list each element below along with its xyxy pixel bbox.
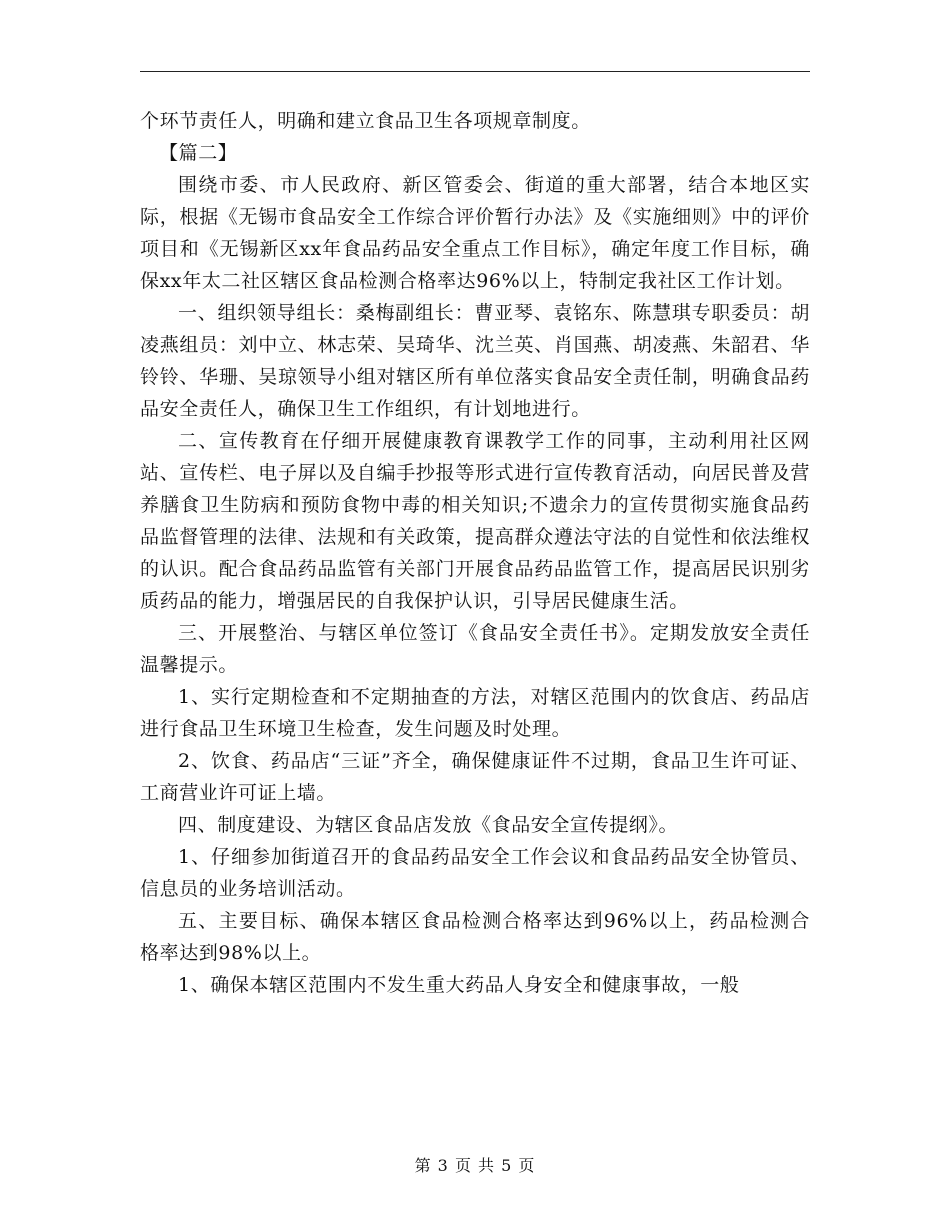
- document-body: [140, 105, 810, 1001]
- paragraph: 五、主要目标、确保本辖区食品检测合格率达到96%以上，药品检测合格率达到98%以上。: [140, 910, 810, 964]
- page-number: 第 3 页 共 5 页: [414, 1156, 536, 1175]
- paragraph: 三、开展整治、与辖区单位签订《食品安全责任书》。定期发放安全责任温馨提示。: [140, 622, 810, 676]
- paragraph: 1、仔细参加街道召开的食品药品安全工作会议和食品药品安全协管员、信息员的业务培训活动。: [140, 846, 810, 900]
- header-rule: [140, 71, 810, 72]
- paragraph: 四、制度建设、为辖区食品店发放《食品安全宣传提纲》。: [178, 814, 679, 836]
- paragraph: 围绕市委、市人民政府、新区管委会、街道的重大部署，结合本地区实际，根据《无锡市食品安全工作综合评价暂行办法》及《实施细则》中的评价项目和《无锡新区xx年食品药品安全重点工作目标》，确定年度工作目标，确保xx年太二社区辖区食品检测合格率达96%以上，特制定我社区工作计划。: [140, 174, 810, 292]
- paragraph: 2、饮食、药品店“三证”齐全，确保健康证件不过期，食品卫生许可证、工商营业许可证上墙。: [140, 750, 810, 804]
- paragraph: 二、宣传教育在仔细开展健康教育课教学工作的同事，主动利用社区网站、宣传栏、电子屏以及自编手抄报等形式进行宣传教育活动，向居民普及营养膳食卫生防病和预防食物中毒的相关知识;不遗余力的宣传贯彻实施食品药品监督管理的法律、法规和有关政策，提高群众遵法守法的自觉性和依法维权的认识。配合食品药品监管有关部门开展食品药品监管工作，提高居民识别劣质药品的能力，增强居民的自我保护认识，引导居民健康生活。: [140, 430, 810, 612]
- section-heading: 【篇二】: [159, 142, 238, 164]
- paragraph: 一、组织领导组长：桑梅副组长：曹亚琴、袁铭东、陈慧琪专职委员：胡凌燕组员：刘中立、林志荣、吴琦华、沈兰英、肖国燕、胡凌燕、朱韶君、华铃铃、华珊、吴琼领导小组对辖区所有单位落实食品安全责任制，明确食品药品安全责任人，确保卫生工作组织，有计划地进行。: [140, 302, 810, 420]
- paragraph: 个环节责任人，明确和建立食品卫生各项规章制度。: [140, 110, 591, 132]
- paragraph: 1、实行定期检查和不定期抽查的方法，对辖区范围内的饮食店、药品店进行食品卫生环境卫生检查，发生问题及时处理。: [140, 686, 810, 740]
- paragraph: 1、确保本辖区范围内不发生重大药品人身安全和健康事故，一般: [178, 974, 740, 996]
